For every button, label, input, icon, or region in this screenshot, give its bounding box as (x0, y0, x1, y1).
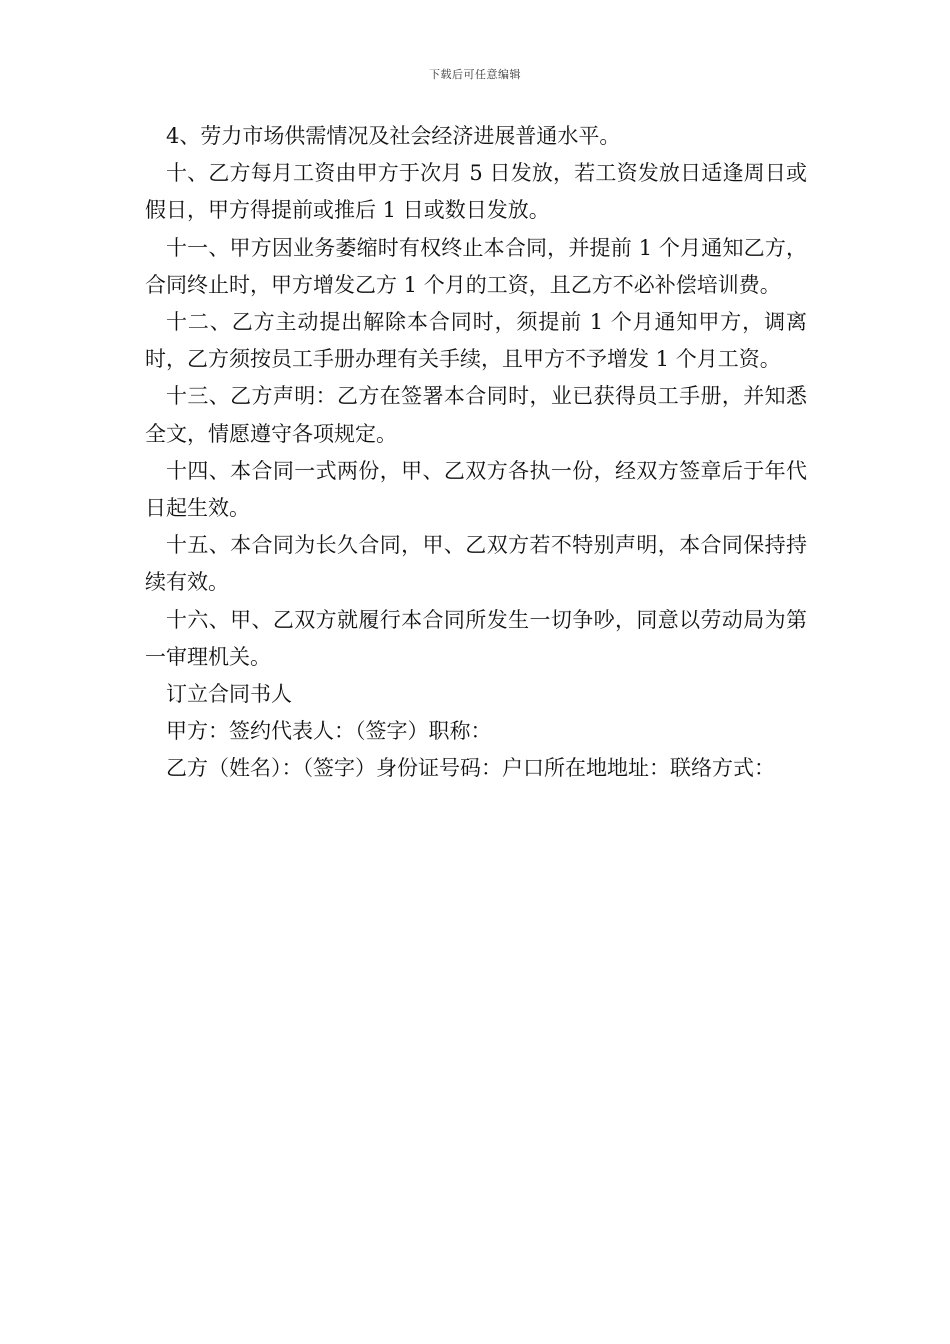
party-a-signature-line: 甲方：签约代表人：（签字）职称： (166, 719, 492, 744)
paragraph-item-4: 4、劳力市场供需情况及社会经济进展普通水平。 (166, 124, 621, 148)
paragraph-clause-13: 十三、乙方声明：乙方在签署本合同时，业已获得员工手册，并知悉全文，情愿遵守各项规定。 (145, 384, 807, 446)
paragraph-clause-12: 十二、乙方主动提出解除本合同时，须提前 1 个月通知甲方，调离时，乙方须按员工手册办理有关手续，且甲方不予增发 1 个月工资。 (145, 310, 807, 372)
paragraph-clause-15: 十五、本合同为长久合同，甲、乙双方若不特别声明，本合同保持持续有效。 (145, 533, 807, 595)
contract-body (145, 118, 807, 788)
party-b-signature-line: 乙方（姓名）：（签字）身份证号码：户口所在地地址：联络方式： (166, 756, 775, 781)
paragraph-clause-10: 十、乙方每月工资由甲方于次月 5 日发放，若工资发放日适逢周日或假日，甲方得提前或推后 1 日或数日发放。 (145, 161, 807, 223)
paragraph-clause-16: 十六、甲、乙双方就履行本合同所发生一切争吵，同意以劳动局为第一审理机关。 (145, 607, 807, 669)
paragraph-clause-11: 十一、甲方因业务萎缩时有权终止本合同，并提前 1 个月通知乙方，合同终止时，甲方增发乙方 1 个月的工资，且乙方不必补偿培训费。 (145, 235, 807, 297)
paragraph-clause-14: 十四、本合同一式两份，甲、乙双方各执一份，经双方签章后于年代日起生效。 (145, 458, 807, 521)
signatories-heading: 订立合同书人 (166, 682, 292, 707)
page-header: 下载后可任意编辑 (429, 68, 521, 81)
